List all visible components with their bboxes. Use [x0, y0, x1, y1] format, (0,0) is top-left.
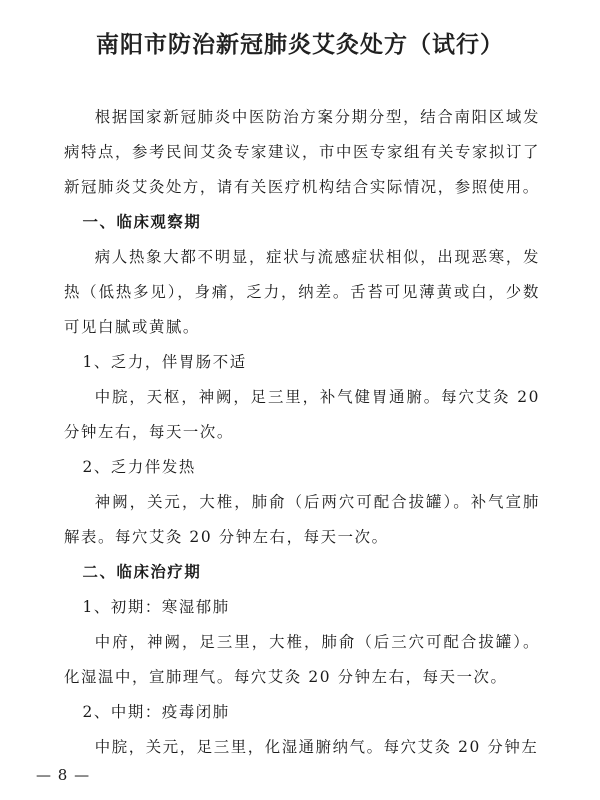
page-number: — 8 —	[36, 766, 91, 784]
section1-sub1-heading: 1、乏力，伴胃肠不适	[82, 353, 247, 371]
section1-sub2-text: 神阙，关元，大椎，肺俞（后两穴可配合拔罐）。补气宣肺解表。每穴艾灸 20 分钟左右，每天一次。	[64, 493, 540, 546]
section1-heading: 一、临床观察期	[82, 213, 202, 231]
section1-sub1-text: 中脘，天枢，神阙，足三里，补气健胃通腑。每穴艾灸 20 分钟左右，每天一次。	[64, 388, 540, 441]
intro-paragraph: 根据国家新冠肺炎中医防治方案分期分型，结合南阳区域发病特点，参考民间艾灸专家建议，市中医专家组有关专家拟订了新冠肺炎艾灸处方，请有关医疗机构结合实际情况，参照使用。	[64, 108, 540, 196]
document-body	[64, 100, 540, 765]
document-title: 南阳市防治新冠肺炎艾灸处方（试行）	[96, 31, 504, 58]
section2-sub2-text: 中脘，关元，足三里，化湿通腑纳气。每穴艾灸 20 分钟左	[94, 738, 539, 756]
section1-description: 病人热象大都不明显，症状与流感症状相似，出现恶寒，发热（低热多见），身痛，乏力，纳差。舌苔可见薄黄或白，少数可见白腻或黄腻。	[64, 248, 540, 336]
section2-sub1-heading: 1、初期：寒湿郁肺	[82, 598, 230, 616]
section1-sub2-heading: 2、乏力伴发热	[82, 458, 196, 476]
section2-sub2-heading: 2、中期：疫毒闭肺	[82, 703, 230, 721]
section2-sub1-text: 中府，神阙，足三里，大椎，肺俞（后三穴可配合拔罐）。化湿温中，宣肺理气。每穴艾灸 20 分钟左右，每天一次。	[64, 633, 540, 686]
section2-heading: 二、临床治疗期	[82, 563, 202, 581]
